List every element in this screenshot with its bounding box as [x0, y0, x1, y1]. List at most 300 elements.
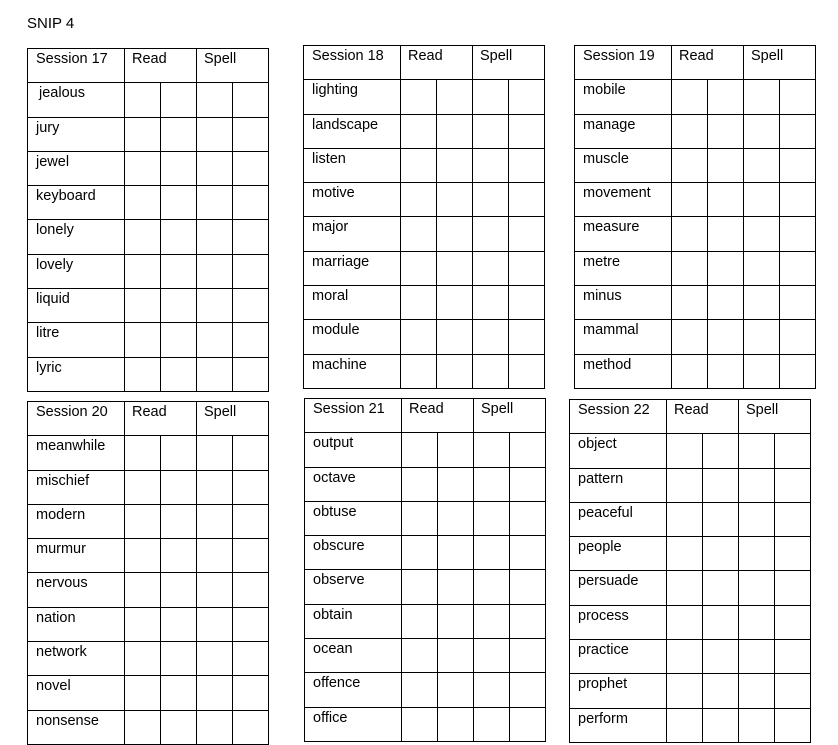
read-column-header: Read: [402, 399, 474, 433]
read-check-cell[interactable]: [708, 183, 744, 217]
spell-check-cell[interactable]: [233, 573, 269, 607]
session-table: [27, 48, 269, 392]
table-row: [305, 673, 546, 707]
word-cell: landscape: [304, 114, 401, 148]
read-column-header: Read: [667, 400, 739, 434]
spell-check-cell[interactable]: [744, 183, 780, 217]
read-check-cell[interactable]: [125, 254, 161, 288]
spell-check-cell[interactable]: [474, 604, 510, 638]
spell-check-cell[interactable]: [510, 604, 546, 638]
spell-check-cell[interactable]: [509, 80, 545, 114]
table-row: [575, 114, 816, 148]
spell-check-cell[interactable]: [233, 710, 269, 744]
spell-check-cell[interactable]: [780, 320, 816, 354]
word-cell: octave: [305, 467, 402, 501]
word-cell: network: [28, 642, 125, 676]
read-check-cell[interactable]: [672, 183, 708, 217]
spell-check-cell[interactable]: [510, 433, 546, 467]
read-check-cell[interactable]: [703, 468, 739, 502]
read-check-cell[interactable]: [125, 357, 161, 391]
table-row: [305, 570, 546, 604]
word-cell: nonsense: [28, 710, 125, 744]
spell-check-cell[interactable]: [197, 151, 233, 185]
spell-check-cell[interactable]: [509, 251, 545, 285]
read-check-cell[interactable]: [125, 539, 161, 573]
read-check-cell[interactable]: [161, 220, 197, 254]
read-check-cell[interactable]: [161, 539, 197, 573]
table-row: [575, 217, 816, 251]
word-cell: lonely: [28, 220, 125, 254]
spell-check-cell[interactable]: [509, 148, 545, 182]
table-row: [570, 640, 811, 674]
spell-check-cell[interactable]: [197, 607, 233, 641]
table-row: [28, 642, 269, 676]
read-check-cell[interactable]: [703, 674, 739, 708]
spell-check-cell[interactable]: [233, 289, 269, 323]
read-check-cell[interactable]: [161, 436, 197, 470]
read-check-cell[interactable]: [667, 434, 703, 468]
read-check-cell[interactable]: [402, 604, 438, 638]
table-row: [304, 320, 545, 354]
spell-check-cell[interactable]: [510, 570, 546, 604]
session-title: Session 21: [305, 399, 402, 433]
read-check-cell[interactable]: [125, 151, 161, 185]
read-check-cell[interactable]: [672, 320, 708, 354]
table-row: [305, 501, 546, 535]
read-check-cell[interactable]: [125, 117, 161, 151]
spell-check-cell[interactable]: [744, 286, 780, 320]
spell-check-cell[interactable]: [509, 183, 545, 217]
spell-check-cell[interactable]: [233, 357, 269, 391]
table-row: [28, 151, 269, 185]
spell-check-cell[interactable]: [775, 605, 811, 639]
read-check-cell[interactable]: [161, 676, 197, 710]
table-row: [304, 217, 545, 251]
read-check-cell[interactable]: [667, 571, 703, 605]
spell-check-cell[interactable]: [510, 536, 546, 570]
spell-check-cell[interactable]: [775, 708, 811, 742]
read-check-cell[interactable]: [708, 114, 744, 148]
spell-check-cell[interactable]: [197, 83, 233, 117]
spell-check-cell[interactable]: [233, 607, 269, 641]
word-cell: jury: [28, 117, 125, 151]
spell-check-cell[interactable]: [509, 320, 545, 354]
spell-check-cell[interactable]: [775, 502, 811, 536]
read-check-cell[interactable]: [161, 710, 197, 744]
spell-check-cell[interactable]: [233, 676, 269, 710]
table-row: [28, 83, 269, 117]
read-check-cell[interactable]: [438, 673, 474, 707]
spell-check-cell[interactable]: [474, 707, 510, 741]
spell-check-cell[interactable]: [197, 676, 233, 710]
read-check-cell[interactable]: [402, 433, 438, 467]
read-check-cell[interactable]: [672, 114, 708, 148]
spell-check-cell[interactable]: [510, 501, 546, 535]
spell-check-cell[interactable]: [197, 642, 233, 676]
read-column-header: Read: [125, 402, 197, 436]
spell-check-cell[interactable]: [739, 640, 775, 674]
session-table: [574, 45, 816, 389]
read-check-cell[interactable]: [437, 251, 473, 285]
spell-check-cell[interactable]: [473, 217, 509, 251]
spell-check-cell[interactable]: [780, 114, 816, 148]
spell-check-cell[interactable]: [197, 504, 233, 538]
read-check-cell[interactable]: [438, 536, 474, 570]
table-row: [28, 710, 269, 744]
table-row: [305, 604, 546, 638]
read-check-cell[interactable]: [125, 710, 161, 744]
spell-check-cell[interactable]: [197, 357, 233, 391]
spell-check-cell[interactable]: [775, 537, 811, 571]
word-cell: obscure: [305, 536, 402, 570]
read-check-cell[interactable]: [667, 468, 703, 502]
spell-check-cell[interactable]: [510, 467, 546, 501]
read-check-cell[interactable]: [437, 217, 473, 251]
read-check-cell[interactable]: [708, 217, 744, 251]
spell-check-cell[interactable]: [744, 251, 780, 285]
read-check-cell[interactable]: [667, 674, 703, 708]
read-check-cell[interactable]: [437, 80, 473, 114]
spell-check-cell[interactable]: [473, 251, 509, 285]
table-row: [305, 467, 546, 501]
word-cell: keyboard: [28, 186, 125, 220]
spell-check-cell[interactable]: [509, 217, 545, 251]
read-check-cell[interactable]: [402, 536, 438, 570]
read-check-cell[interactable]: [703, 605, 739, 639]
read-check-cell[interactable]: [703, 708, 739, 742]
read-check-cell[interactable]: [438, 433, 474, 467]
spell-check-cell[interactable]: [233, 117, 269, 151]
spell-column-header: Spell: [197, 402, 269, 436]
read-check-cell[interactable]: [708, 286, 744, 320]
read-check-cell[interactable]: [672, 148, 708, 182]
spell-check-cell[interactable]: [473, 286, 509, 320]
read-check-cell[interactable]: [401, 354, 437, 388]
spell-check-cell[interactable]: [197, 186, 233, 220]
read-check-cell[interactable]: [438, 707, 474, 741]
read-check-cell[interactable]: [402, 467, 438, 501]
read-check-cell[interactable]: [401, 286, 437, 320]
word-cell: jealous: [28, 83, 125, 117]
read-check-cell[interactable]: [161, 151, 197, 185]
spell-check-cell[interactable]: [233, 186, 269, 220]
table-row: [304, 80, 545, 114]
word-cell: minus: [575, 286, 672, 320]
spell-check-cell[interactable]: [509, 286, 545, 320]
spell-column-header: Spell: [473, 46, 545, 80]
spell-check-cell[interactable]: [739, 674, 775, 708]
table-row: [575, 148, 816, 182]
read-check-cell[interactable]: [402, 707, 438, 741]
spell-check-cell[interactable]: [233, 504, 269, 538]
spell-check-cell[interactable]: [233, 470, 269, 504]
read-check-cell[interactable]: [125, 470, 161, 504]
word-cell: module: [304, 320, 401, 354]
spell-check-cell[interactable]: [780, 148, 816, 182]
spell-check-cell[interactable]: [197, 573, 233, 607]
spell-column-header: Spell: [744, 46, 816, 80]
word-cell: persuade: [570, 571, 667, 605]
read-check-cell[interactable]: [437, 148, 473, 182]
table-row: [304, 114, 545, 148]
read-check-cell[interactable]: [667, 605, 703, 639]
spell-check-cell[interactable]: [775, 640, 811, 674]
spell-check-cell[interactable]: [739, 571, 775, 605]
read-check-cell[interactable]: [437, 114, 473, 148]
spell-check-cell[interactable]: [780, 354, 816, 388]
spell-check-cell[interactable]: [197, 117, 233, 151]
read-check-cell[interactable]: [672, 354, 708, 388]
read-check-cell[interactable]: [161, 642, 197, 676]
spell-check-cell[interactable]: [233, 151, 269, 185]
read-check-cell[interactable]: [438, 639, 474, 673]
read-check-cell[interactable]: [125, 323, 161, 357]
session-table: [27, 401, 269, 745]
read-check-cell[interactable]: [161, 323, 197, 357]
read-check-cell[interactable]: [125, 186, 161, 220]
read-check-cell[interactable]: [125, 607, 161, 641]
spell-check-cell[interactable]: [780, 217, 816, 251]
read-check-cell[interactable]: [401, 183, 437, 217]
word-cell: nation: [28, 607, 125, 641]
read-check-cell[interactable]: [708, 320, 744, 354]
spell-check-cell[interactable]: [233, 83, 269, 117]
read-check-cell[interactable]: [438, 467, 474, 501]
spell-check-cell[interactable]: [775, 468, 811, 502]
read-check-cell[interactable]: [125, 220, 161, 254]
read-check-cell[interactable]: [161, 289, 197, 323]
spell-check-cell[interactable]: [233, 220, 269, 254]
spell-check-cell[interactable]: [233, 436, 269, 470]
spell-column-header: Spell: [474, 399, 546, 433]
spell-check-cell[interactable]: [744, 217, 780, 251]
word-cell: litre: [28, 323, 125, 357]
spell-check-cell[interactable]: [775, 674, 811, 708]
spell-check-cell[interactable]: [473, 114, 509, 148]
spell-check-cell[interactable]: [474, 467, 510, 501]
session-title: Session 22: [570, 400, 667, 434]
spell-check-cell[interactable]: [233, 254, 269, 288]
table-row: [28, 289, 269, 323]
table-row: [305, 536, 546, 570]
read-check-cell[interactable]: [401, 217, 437, 251]
read-check-cell[interactable]: [125, 289, 161, 323]
read-check-cell[interactable]: [161, 504, 197, 538]
spell-check-cell[interactable]: [780, 80, 816, 114]
table-row: [305, 639, 546, 673]
table-row: [304, 148, 545, 182]
spell-check-cell[interactable]: [474, 673, 510, 707]
read-check-cell[interactable]: [125, 436, 161, 470]
word-cell: listen: [304, 148, 401, 182]
read-check-cell[interactable]: [703, 434, 739, 468]
spell-check-cell[interactable]: [739, 468, 775, 502]
read-check-cell[interactable]: [125, 676, 161, 710]
spell-check-cell[interactable]: [744, 80, 780, 114]
spell-check-cell[interactable]: [744, 354, 780, 388]
table-row: [305, 433, 546, 467]
read-check-cell[interactable]: [401, 80, 437, 114]
read-check-cell[interactable]: [125, 642, 161, 676]
spell-check-cell[interactable]: [197, 323, 233, 357]
session-title: Session 20: [28, 402, 125, 436]
read-check-cell[interactable]: [667, 502, 703, 536]
read-check-cell[interactable]: [672, 251, 708, 285]
table-row: [304, 251, 545, 285]
read-check-cell[interactable]: [438, 570, 474, 604]
read-check-cell[interactable]: [401, 114, 437, 148]
word-cell: offence: [305, 673, 402, 707]
read-check-cell[interactable]: [161, 83, 197, 117]
table-row: [28, 254, 269, 288]
read-check-cell[interactable]: [125, 83, 161, 117]
spell-check-cell[interactable]: [473, 80, 509, 114]
table-row: [570, 468, 811, 502]
spell-check-cell[interactable]: [197, 710, 233, 744]
session-title: Session 19: [575, 46, 672, 80]
read-check-cell[interactable]: [437, 286, 473, 320]
read-check-cell[interactable]: [667, 537, 703, 571]
session-table: [303, 45, 545, 389]
spell-check-cell[interactable]: [739, 502, 775, 536]
read-check-cell[interactable]: [402, 570, 438, 604]
word-cell: mobile: [575, 80, 672, 114]
spell-check-cell[interactable]: [197, 436, 233, 470]
read-check-cell[interactable]: [708, 354, 744, 388]
spell-check-cell[interactable]: [197, 289, 233, 323]
word-cell: mischief: [28, 470, 125, 504]
spell-check-cell[interactable]: [473, 320, 509, 354]
spell-check-cell[interactable]: [474, 501, 510, 535]
spell-check-cell[interactable]: [780, 251, 816, 285]
word-cell: lyric: [28, 357, 125, 391]
spell-check-cell[interactable]: [744, 148, 780, 182]
session-title: Session 18: [304, 46, 401, 80]
table-header-row: [575, 46, 816, 80]
read-check-cell[interactable]: [402, 501, 438, 535]
spell-check-cell[interactable]: [775, 571, 811, 605]
spell-check-cell[interactable]: [473, 354, 509, 388]
spell-check-cell[interactable]: [474, 639, 510, 673]
word-cell: obtuse: [305, 501, 402, 535]
word-cell: output: [305, 433, 402, 467]
read-check-cell[interactable]: [703, 502, 739, 536]
read-check-cell[interactable]: [402, 639, 438, 673]
word-cell: motive: [304, 183, 401, 217]
spell-check-cell[interactable]: [233, 642, 269, 676]
word-cell: nervous: [28, 573, 125, 607]
read-check-cell[interactable]: [708, 251, 744, 285]
table-row: [28, 504, 269, 538]
word-cell: people: [570, 537, 667, 571]
spell-check-cell[interactable]: [739, 708, 775, 742]
spell-check-cell[interactable]: [510, 707, 546, 741]
read-check-cell[interactable]: [161, 573, 197, 607]
table-row: [575, 251, 816, 285]
read-check-cell[interactable]: [672, 80, 708, 114]
word-cell: method: [575, 354, 672, 388]
spell-check-cell[interactable]: [744, 114, 780, 148]
read-check-cell[interactable]: [438, 501, 474, 535]
word-cell: movement: [575, 183, 672, 217]
read-check-cell[interactable]: [125, 504, 161, 538]
spell-check-cell[interactable]: [473, 148, 509, 182]
spell-check-cell[interactable]: [474, 433, 510, 467]
table-row: [575, 80, 816, 114]
spell-check-cell[interactable]: [197, 539, 233, 573]
table-header-row: [305, 399, 546, 433]
table-row: [570, 434, 811, 468]
read-check-cell[interactable]: [401, 251, 437, 285]
spell-check-cell[interactable]: [739, 605, 775, 639]
read-check-cell[interactable]: [401, 320, 437, 354]
read-check-cell[interactable]: [161, 186, 197, 220]
table-row: [28, 676, 269, 710]
spell-check-cell[interactable]: [744, 320, 780, 354]
read-check-cell[interactable]: [161, 357, 197, 391]
table-header-row: [570, 400, 811, 434]
spell-check-cell[interactable]: [473, 183, 509, 217]
spell-check-cell[interactable]: [197, 254, 233, 288]
word-cell: novel: [28, 676, 125, 710]
read-check-cell[interactable]: [672, 217, 708, 251]
table-row: [304, 354, 545, 388]
spell-check-cell[interactable]: [197, 470, 233, 504]
spell-check-cell[interactable]: [509, 114, 545, 148]
read-check-cell[interactable]: [161, 254, 197, 288]
spell-check-cell[interactable]: [197, 220, 233, 254]
spell-check-cell[interactable]: [510, 639, 546, 673]
spell-check-cell[interactable]: [739, 434, 775, 468]
read-check-cell[interactable]: [402, 673, 438, 707]
spell-check-cell[interactable]: [775, 434, 811, 468]
spell-check-cell[interactable]: [509, 354, 545, 388]
read-check-cell[interactable]: [708, 148, 744, 182]
read-check-cell[interactable]: [438, 604, 474, 638]
read-check-cell[interactable]: [672, 286, 708, 320]
spell-check-cell[interactable]: [233, 323, 269, 357]
spell-check-cell[interactable]: [233, 539, 269, 573]
read-check-cell[interactable]: [437, 320, 473, 354]
read-check-cell[interactable]: [703, 640, 739, 674]
word-cell: marriage: [304, 251, 401, 285]
spell-check-cell[interactable]: [474, 570, 510, 604]
read-check-cell[interactable]: [703, 571, 739, 605]
read-check-cell[interactable]: [703, 537, 739, 571]
read-check-cell[interactable]: [667, 708, 703, 742]
word-cell: perform: [570, 708, 667, 742]
read-check-cell[interactable]: [161, 117, 197, 151]
session-table: [569, 399, 811, 743]
spell-check-cell[interactable]: [780, 286, 816, 320]
word-cell: observe: [305, 570, 402, 604]
read-check-cell[interactable]: [437, 183, 473, 217]
read-check-cell[interactable]: [161, 470, 197, 504]
read-check-cell[interactable]: [161, 607, 197, 641]
spell-check-cell[interactable]: [780, 183, 816, 217]
spell-check-cell[interactable]: [510, 673, 546, 707]
read-check-cell[interactable]: [125, 573, 161, 607]
read-check-cell[interactable]: [708, 80, 744, 114]
read-check-cell[interactable]: [667, 640, 703, 674]
session-title: Session 17: [28, 49, 125, 83]
table-header-row: [28, 402, 269, 436]
spell-check-cell[interactable]: [739, 537, 775, 571]
table-row: [28, 607, 269, 641]
read-check-cell[interactable]: [401, 148, 437, 182]
spell-check-cell[interactable]: [474, 536, 510, 570]
read-check-cell[interactable]: [437, 354, 473, 388]
